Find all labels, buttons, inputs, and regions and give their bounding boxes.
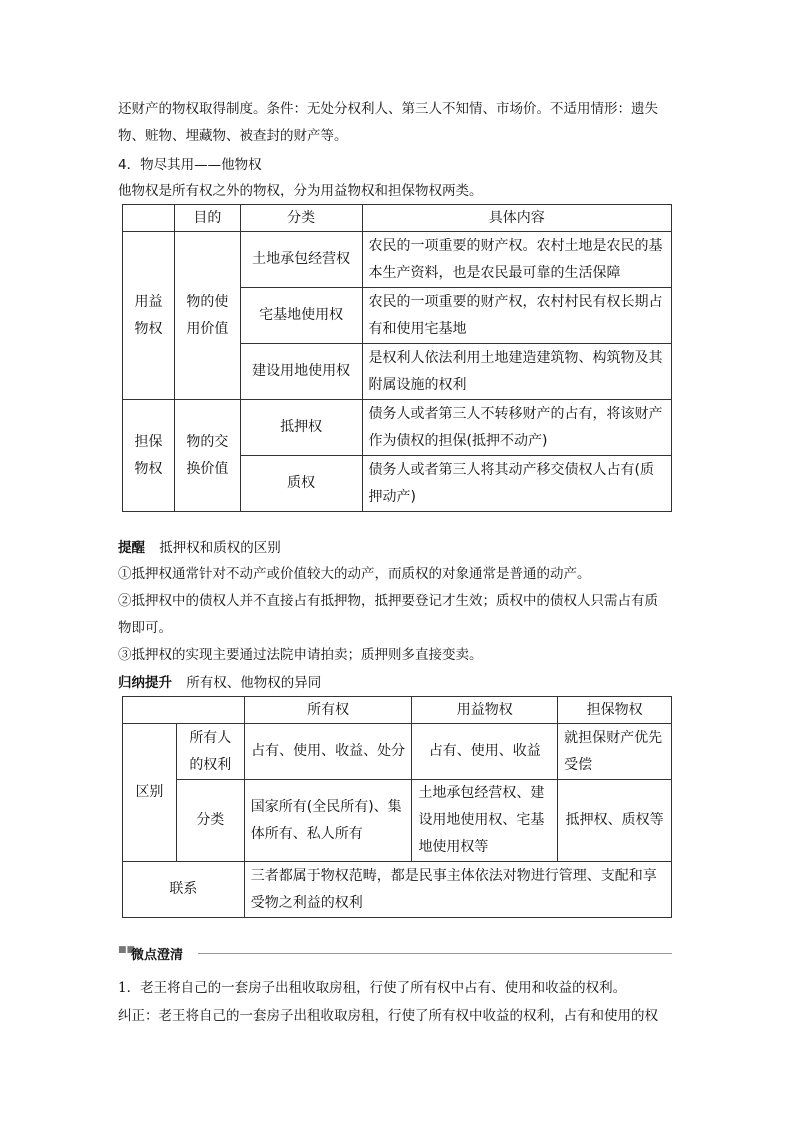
intro-line-2: 物、赃物、埋藏物、被查封的财产等。 — [118, 128, 348, 144]
diff-label-cell: 区别 — [123, 724, 177, 862]
reminder-heading — [118, 536, 678, 556]
correction-text: 老王将自己的一套房子出租收取房租，行使了所有权中收益的权利，占有和使用的权 — [158, 1008, 658, 1024]
content-cell: 农民的一项重要的财产权。农村土地是农民的基 本生产资料，也是农民最可靠的生活保障 — [362, 232, 671, 288]
reminder-title: 抵押权和质权的区别 — [159, 540, 281, 556]
header-cell: 具体内容 — [362, 205, 671, 232]
square-bullet-icon: ■■ — [118, 945, 136, 955]
content-cell: 债务人或者第三人将其动产移交债权人占有(质 押动产) — [362, 456, 671, 512]
reminder-label: 提醒 — [118, 540, 145, 556]
header-cell: 所有权 — [244, 697, 412, 724]
reminder-point-1: ①抵押权通常针对不动产或价值较大的动产，而质权的对象通常是普通的动产。 — [118, 566, 591, 582]
content-cell: 农民的一项重要的财产权，农村村民有权长期占 有和使用宅基地 — [362, 288, 671, 344]
comparison-table — [122, 696, 672, 918]
table-row — [123, 780, 672, 862]
ownership-cell: 国家所有(全民所有)、集 体所有、私人所有 — [244, 780, 412, 862]
other-rights-table — [122, 204, 672, 512]
reminder-point-3: ③抵押权的实现主要通过法院申请拍卖；质押则多直接变卖。 — [118, 647, 483, 663]
table-header-row — [123, 205, 672, 232]
divider-rule — [198, 953, 672, 954]
table-header-row — [123, 697, 672, 724]
purpose-cell: 物的使 用价值 — [174, 232, 240, 400]
table-row — [123, 862, 672, 918]
section-lead: 他物权是所有权之外的物权，分为用益物权和担保物权两类。 — [118, 183, 483, 199]
category-cell: 建设用地使用权 — [240, 344, 362, 400]
table-row — [123, 400, 672, 456]
table-row — [123, 232, 672, 288]
type-cell: 用益 物权 — [123, 232, 175, 400]
correction-label: 纠正： — [118, 1008, 159, 1024]
summary-label: 归纳提升 — [118, 675, 172, 691]
summary-title: 所有权、他物权的异同 — [186, 675, 322, 691]
content-cell: 债务人或者第三人不转移财产的占有，将该财产 作为债权的担保(抵押不动产) — [362, 400, 671, 456]
summary-heading — [118, 671, 678, 691]
header-cell — [123, 205, 175, 232]
micro-item-1: 1．老王将自己的一套房子出租收取房租，行使了所有权中占有、使用和收益的权利。 — [118, 980, 627, 996]
type-cell: 担保 物权 — [123, 400, 175, 512]
reminder-point-2a: ②抵押权中的债权人并不直接占有抵押物，抵押要登记才生效；质权中的债权人只需占有质 — [118, 593, 658, 609]
table-row — [123, 724, 672, 780]
category-cell: 抵押权 — [240, 400, 362, 456]
header-cell: 用益物权 — [412, 697, 558, 724]
usufruct-cell: 土地承包经营权、建 设用地使用权、宅基 地使用权等 — [412, 780, 558, 862]
header-cell: 分类 — [240, 205, 362, 232]
reminder-point-2b: 物即可。 — [118, 620, 172, 636]
section-heading: 4．物尽其用——他物权 — [118, 157, 262, 173]
purpose-cell: 物的交 换价值 — [174, 400, 240, 512]
correction-line — [118, 1004, 678, 1024]
link-label-cell: 联系 — [123, 862, 245, 918]
header-cell: 担保物权 — [558, 697, 672, 724]
header-cell: 目的 — [174, 205, 240, 232]
row-label-cell: 分类 — [176, 780, 244, 862]
security-cell: 抵押权、质权等 — [558, 780, 672, 862]
micro-clarification-label: 微点澄清 — [131, 948, 184, 963]
row-label-cell: 所有人 的权利 — [176, 724, 244, 780]
header-cell — [123, 697, 245, 724]
usufruct-cell: 占有、使用、收益 — [412, 724, 558, 780]
intro-line-1: 还财产的物权取得制度。条件：无处分权利人、第三人不知情、市场价。不适用情形：遗失 — [118, 101, 658, 117]
content-cell: 是权利人依法利用土地建造建筑物、构筑物及其 附属设施的权利 — [362, 344, 671, 400]
category-cell: 宅基地使用权 — [240, 288, 362, 344]
category-cell: 质权 — [240, 456, 362, 512]
category-cell: 土地承包经营权 — [240, 232, 362, 288]
link-content-cell: 三者都属于物权范畴，都是民事主体依法对物进行管理、支配和享 受物之利益的权利 — [244, 862, 671, 918]
ownership-cell: 占有、使用、收益、处分 — [244, 724, 412, 780]
security-cell: 就担保财产优先 受偿 — [558, 724, 672, 780]
micro-clarification-divider — [118, 944, 672, 962]
